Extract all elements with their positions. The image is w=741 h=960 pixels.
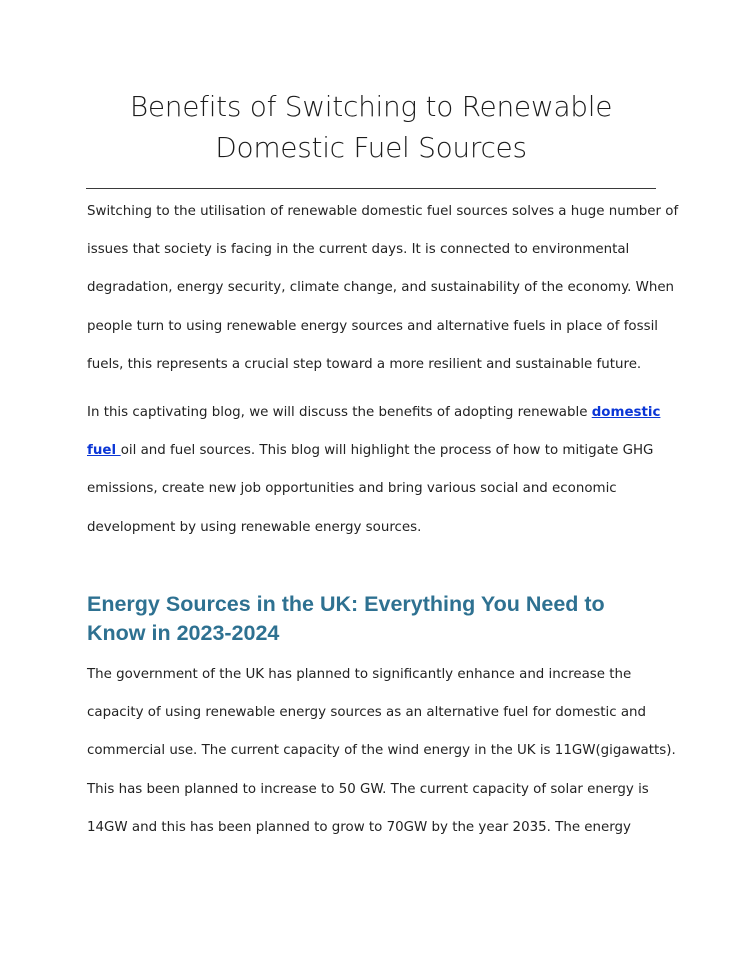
intro-paragraph — [87, 202, 679, 393]
title-line-1: Benefits of Switching to Renewable — [129, 90, 613, 123]
blog-line — [87, 403, 661, 441]
blog-line: development by using renewable energy sources. — [87, 519, 422, 535]
blog-paragraph — [87, 403, 661, 556]
blog-line: emissions, create new job opportunities and bring various social and economic — [87, 481, 617, 497]
section-heading-line-2: Know in 2023-2024 — [87, 621, 280, 645]
section-heading-line-1: Energy Sources in the UK: Everything You Need to — [87, 592, 605, 616]
intro-line: issues that society is facing in the current days. It is connected to environmental — [87, 242, 630, 258]
intro-line: Switching to the utilisation of renewable domestic fuel sources solves a huge number of — [87, 204, 679, 219]
section-heading — [87, 590, 667, 648]
intro-line: people turn to using renewable energy sources and alternative fuels in place of fossil — [87, 318, 659, 334]
section-line: This has been planned to increase to 50 GW. The current capacity of solar energy is — [87, 781, 649, 797]
section-line: commercial use. The current capacity of the wind energy in the UK is 11GW(gigawatts). — [87, 743, 676, 759]
title-divider — [86, 188, 656, 189]
section-line: 14GW and this has been planned to grow to 70GW by the year 2035. The energy — [87, 819, 631, 835]
document-title — [86, 86, 656, 168]
intro-line: degradation, energy security, climate change, and sustainability of the economy. When — [87, 280, 675, 296]
intro-line: fuels, this represents a crucial step toward a more resilient and sustainable future. — [87, 356, 642, 372]
title-line-2: Domestic Fuel Sources — [215, 131, 527, 164]
blog-line-text: In this captivating blog, we will discuss the benefits of adopting renewable — [87, 405, 592, 420]
blog-line — [87, 441, 657, 479]
section-paragraph — [87, 665, 676, 856]
domestic-fuel-link-continued[interactable]: fuel — [87, 443, 121, 459]
section-line: capacity of using renewable energy sources as an alternative fuel for domestic and — [87, 705, 647, 721]
blog-line-text: oil and fuel sources. This blog will highlight the process of how to mitigate GHG — [120, 443, 654, 459]
section-line: The government of the UK has planned to significantly enhance and increase the — [87, 667, 632, 682]
domestic-fuel-link[interactable]: domestic — [591, 405, 661, 420]
